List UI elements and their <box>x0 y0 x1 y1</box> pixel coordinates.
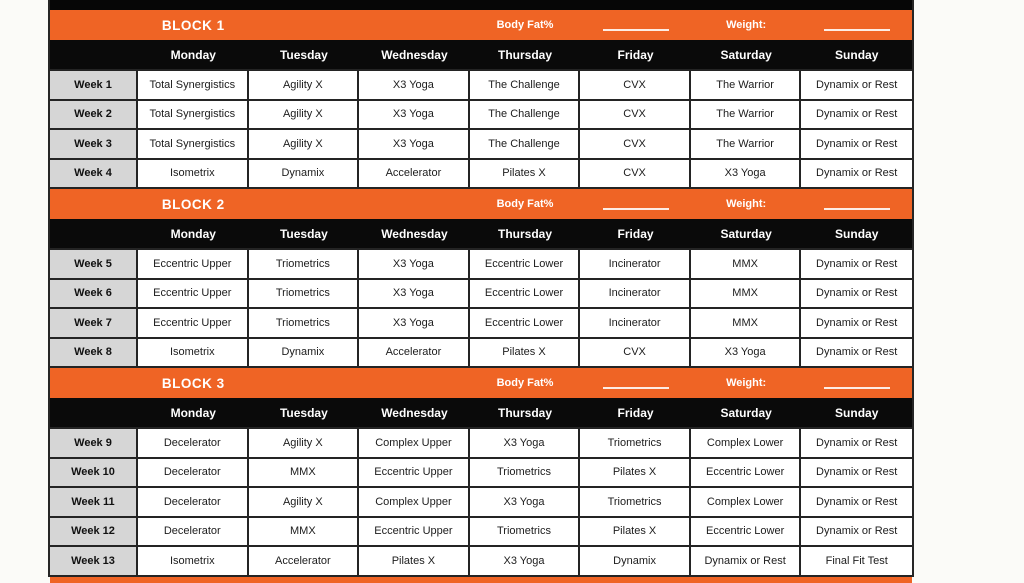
body-fat-blank-cell <box>580 10 691 40</box>
week-row <box>50 488 912 518</box>
workout-cell: Accelerator <box>359 160 470 190</box>
workout-cell: Decelerator <box>138 518 249 548</box>
blocks-container <box>50 10 912 577</box>
block-title: BLOCK 3 <box>138 376 249 391</box>
workout-cell: Triometrics <box>249 309 360 339</box>
weight-label: Weight: <box>691 198 802 210</box>
workout-cell: Dynamix or Rest <box>801 339 912 369</box>
workout-cell: Dynamix or Rest <box>801 518 912 548</box>
bottom-orange-strip <box>50 577 912 583</box>
workout-cell: Final Fit Test <box>801 547 912 577</box>
workout-cell: Eccentric Upper <box>138 280 249 310</box>
workout-cell: Dynamix or Rest <box>801 250 912 280</box>
workout-cell: Pilates X <box>470 160 581 190</box>
week-row <box>50 518 912 548</box>
workout-cell: X3 Yoga <box>359 101 470 131</box>
workout-cell: Pilates X <box>470 339 581 369</box>
workout-cell: X3 Yoga <box>691 339 802 369</box>
workout-cell: Dynamix <box>249 339 360 369</box>
body-fat-underline <box>603 387 669 389</box>
workout-cell: Pilates X <box>580 459 691 489</box>
workout-cell: Dynamix or Rest <box>801 130 912 160</box>
workout-cell: Eccentric Upper <box>359 518 470 548</box>
workout-cell: Pilates X <box>580 518 691 548</box>
workout-cell: Triometrics <box>470 459 581 489</box>
workout-cell: Accelerator <box>249 547 360 577</box>
day-header-saturday: Saturday <box>691 227 802 241</box>
day-header-tuesday: Tuesday <box>249 48 360 62</box>
body-fat-underline <box>603 29 669 31</box>
workout-cell: Decelerator <box>138 488 249 518</box>
week-row <box>50 309 912 339</box>
day-header-saturday: Saturday <box>691 48 802 62</box>
workout-cell: Eccentric Upper <box>138 250 249 280</box>
workout-cell: Triometrics <box>249 250 360 280</box>
week-label-cell: Week 9 <box>50 429 138 459</box>
day-header-tuesday: Tuesday <box>249 227 360 241</box>
body-fat-underline <box>603 208 669 210</box>
workout-cell: Eccentric Upper <box>359 459 470 489</box>
workout-cell: X3 Yoga <box>359 250 470 280</box>
workout-cell: Isometrix <box>138 547 249 577</box>
block-section <box>50 189 912 368</box>
workout-cell: MMX <box>249 459 360 489</box>
workout-cell: The Challenge <box>470 130 581 160</box>
workout-cell: Incinerator <box>580 280 691 310</box>
week-label-cell: Week 5 <box>50 250 138 280</box>
workout-cell: Dynamix or Rest <box>801 101 912 131</box>
workout-calendar-sheet <box>48 0 914 577</box>
day-header-monday: Monday <box>138 406 249 420</box>
week-rows <box>50 427 912 577</box>
workout-cell: MMX <box>691 250 802 280</box>
body-fat-blank-cell <box>580 368 691 398</box>
week-label-cell: Week 13 <box>50 547 138 577</box>
week-row <box>50 459 912 489</box>
block-title: BLOCK 1 <box>138 18 249 33</box>
weight-blank-cell <box>801 368 912 398</box>
workout-cell: The Warrior <box>691 130 802 160</box>
workout-cell: Dynamix or Rest <box>801 459 912 489</box>
workout-cell: Complex Upper <box>359 488 470 518</box>
weight-underline <box>824 387 890 389</box>
workout-cell: Dynamix or Rest <box>801 488 912 518</box>
weight-blank-cell <box>801 10 912 40</box>
workout-cell: X3 Yoga <box>470 429 581 459</box>
workout-cell: Accelerator <box>359 339 470 369</box>
workout-cell: Agility X <box>249 71 360 101</box>
block-header-bar <box>50 10 912 40</box>
block-title: BLOCK 2 <box>138 197 249 212</box>
week-label-cell: Week 3 <box>50 130 138 160</box>
workout-cell: Dynamix or Rest <box>801 429 912 459</box>
workout-cell: Eccentric Lower <box>470 250 581 280</box>
week-label-cell: Week 1 <box>50 71 138 101</box>
workout-cell: Dynamix or Rest <box>801 280 912 310</box>
workout-cell: Eccentric Lower <box>691 518 802 548</box>
week-row <box>50 339 912 369</box>
week-rows <box>50 69 912 189</box>
week-row <box>50 547 912 577</box>
workout-cell: Agility X <box>249 101 360 131</box>
day-header-monday: Monday <box>138 48 249 62</box>
workout-cell: Agility X <box>249 130 360 160</box>
workout-cell: Dynamix or Rest <box>691 547 802 577</box>
workout-cell: Total Synergistics <box>138 101 249 131</box>
workout-cell: Dynamix or Rest <box>801 160 912 190</box>
week-label-cell: Week 4 <box>50 160 138 190</box>
workout-cell: The Challenge <box>470 71 581 101</box>
day-header-sunday: Sunday <box>801 227 912 241</box>
block-section <box>50 10 912 189</box>
week-row <box>50 429 912 459</box>
week-row <box>50 250 912 280</box>
workout-cell: X3 Yoga <box>359 309 470 339</box>
workout-cell: Dynamix <box>249 160 360 190</box>
workout-cell: Complex Upper <box>359 429 470 459</box>
week-row <box>50 280 912 310</box>
workout-cell: Decelerator <box>138 429 249 459</box>
day-header-sunday: Sunday <box>801 406 912 420</box>
workout-cell: Dynamix or Rest <box>801 71 912 101</box>
day-header-thursday: Thursday <box>470 406 581 420</box>
workout-cell: Triometrics <box>580 429 691 459</box>
workout-cell: Complex Lower <box>691 429 802 459</box>
day-header-row <box>50 40 912 69</box>
workout-cell: CVX <box>580 71 691 101</box>
workout-cell: Dynamix or Rest <box>801 309 912 339</box>
workout-cell: Eccentric Lower <box>691 459 802 489</box>
day-header-friday: Friday <box>580 406 691 420</box>
day-header-friday: Friday <box>580 48 691 62</box>
workout-cell: Isometrix <box>138 339 249 369</box>
day-header-wednesday: Wednesday <box>359 227 470 241</box>
day-header-saturday: Saturday <box>691 406 802 420</box>
workout-cell: Total Synergistics <box>138 71 249 101</box>
week-row <box>50 130 912 160</box>
week-label-cell: Week 8 <box>50 339 138 369</box>
workout-cell: X3 Yoga <box>359 71 470 101</box>
day-header-row <box>50 398 912 427</box>
workout-cell: Total Synergistics <box>138 130 249 160</box>
weight-underline <box>824 208 890 210</box>
workout-cell: Pilates X <box>359 547 470 577</box>
workout-cell: CVX <box>580 130 691 160</box>
week-label-cell: Week 6 <box>50 280 138 310</box>
week-rows <box>50 248 912 368</box>
day-header-thursday: Thursday <box>470 48 581 62</box>
body-fat-blank-cell <box>580 189 691 219</box>
workout-cell: MMX <box>691 309 802 339</box>
workout-cell: Incinerator <box>580 250 691 280</box>
week-label-cell: Week 11 <box>50 488 138 518</box>
weight-label: Weight: <box>691 19 802 31</box>
day-header-tuesday: Tuesday <box>249 406 360 420</box>
workout-cell: Triometrics <box>580 488 691 518</box>
workout-cell: MMX <box>691 280 802 310</box>
workout-cell: CVX <box>580 160 691 190</box>
workout-cell: The Warrior <box>691 101 802 131</box>
workout-cell: Decelerator <box>138 459 249 489</box>
workout-cell: Complex Lower <box>691 488 802 518</box>
workout-cell: X3 Yoga <box>470 488 581 518</box>
workout-cell: Eccentric Lower <box>470 280 581 310</box>
day-header-monday: Monday <box>138 227 249 241</box>
week-row <box>50 71 912 101</box>
workout-cell: X3 Yoga <box>359 130 470 160</box>
block-header-bar <box>50 189 912 219</box>
body-fat-label: Body Fat% <box>470 377 581 389</box>
workout-cell: CVX <box>580 339 691 369</box>
workout-cell: Agility X <box>249 488 360 518</box>
workout-cell: The Challenge <box>470 101 581 131</box>
week-row <box>50 101 912 131</box>
day-header-friday: Friday <box>580 227 691 241</box>
workout-cell: Triometrics <box>249 280 360 310</box>
weight-underline <box>824 29 890 31</box>
week-row <box>50 160 912 190</box>
top-black-strip <box>50 0 912 10</box>
workout-cell: Eccentric Upper <box>138 309 249 339</box>
workout-cell: Agility X <box>249 429 360 459</box>
weight-blank-cell <box>801 189 912 219</box>
day-header-wednesday: Wednesday <box>359 406 470 420</box>
workout-cell: X3 Yoga <box>359 280 470 310</box>
workout-cell: Isometrix <box>138 160 249 190</box>
week-label-cell: Week 10 <box>50 459 138 489</box>
workout-cell: CVX <box>580 101 691 131</box>
workout-cell: X3 Yoga <box>470 547 581 577</box>
day-header-sunday: Sunday <box>801 48 912 62</box>
day-header-row <box>50 219 912 248</box>
workout-cell: X3 Yoga <box>691 160 802 190</box>
block-section <box>50 368 912 577</box>
workout-cell: Dynamix <box>580 547 691 577</box>
workout-cell: Eccentric Lower <box>470 309 581 339</box>
week-label-cell: Week 2 <box>50 101 138 131</box>
block-header-bar <box>50 368 912 398</box>
week-label-cell: Week 12 <box>50 518 138 548</box>
body-fat-label: Body Fat% <box>470 198 581 210</box>
day-header-thursday: Thursday <box>470 227 581 241</box>
week-label-cell: Week 7 <box>50 309 138 339</box>
workout-cell: MMX <box>249 518 360 548</box>
day-header-wednesday: Wednesday <box>359 48 470 62</box>
workout-cell: Incinerator <box>580 309 691 339</box>
workout-cell: The Warrior <box>691 71 802 101</box>
body-fat-label: Body Fat% <box>470 19 581 31</box>
workout-cell: Triometrics <box>470 518 581 548</box>
weight-label: Weight: <box>691 377 802 389</box>
